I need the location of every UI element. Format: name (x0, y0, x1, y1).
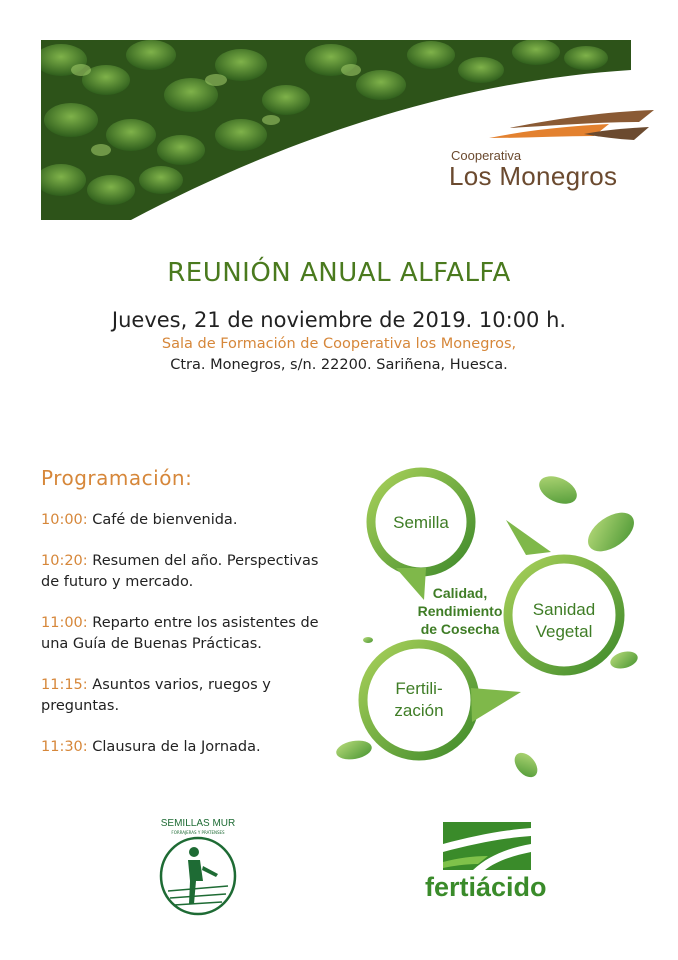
program-time: 11:00: (41, 615, 88, 631)
fertilizacion-label-2: zación (394, 701, 444, 720)
leaf-icon (608, 649, 639, 672)
sanidad-label-1: Sanidad (532, 600, 596, 619)
program-list (41, 510, 341, 778)
logo-big-text: Los Monegros (449, 161, 618, 191)
program-text: Reparto entre los asistentes de una Guía de Buenas Prácticas. (41, 615, 319, 652)
farmer-emblem-icon (148, 836, 248, 916)
quality-diagram (326, 460, 646, 790)
event-title: REUNIÓN ANUAL ALFALFA (167, 258, 511, 288)
program-time: 11:30: (41, 739, 88, 755)
fertilizacion-circle (363, 644, 521, 756)
leaf-icon (363, 637, 373, 643)
fertiacido-name: fertiácido (425, 872, 547, 902)
sanidad-label-2: Vegetal (535, 622, 593, 641)
semillas-mur-logo (148, 818, 248, 918)
program-text: Café de bienvenida. (87, 512, 238, 528)
logo-stripes-icon (489, 108, 659, 148)
leaf-icon (581, 505, 641, 559)
center-label-1: Calidad, (432, 585, 488, 601)
program-text: Resumen del año. Perspectivas de futuro y mercado. (41, 553, 319, 590)
event-address: Ctra. Monegros, s/n. 22200. Sariñena, Huesca. (170, 357, 508, 373)
fertiacido-logo (425, 822, 555, 912)
leaf-icon (510, 748, 542, 781)
program-text: Clausura de la Jornada. (87, 739, 261, 755)
event-place: Sala de Formación de Cooperativa los Monegros, (161, 336, 517, 352)
program-item (41, 510, 341, 531)
logo-small-text: Cooperativa (451, 148, 522, 163)
program-text: Asuntos varios, ruegos y preguntas. (41, 677, 271, 714)
leaf-icon (335, 738, 374, 762)
fertiacido-field-icon (443, 822, 531, 870)
los-monegros-logo (449, 108, 659, 190)
program-item (41, 551, 341, 593)
program-time: 11:15: (41, 677, 88, 693)
semilla-circle (371, 472, 471, 600)
center-label-2: Rendimiento (417, 603, 503, 619)
fertilizacion-label-1: Fertili- (395, 679, 443, 698)
event-date: Jueves, 21 de noviembre de 2019. 10:00 h. (111, 308, 567, 332)
program-item (41, 737, 341, 758)
program-time: 10:00: (41, 512, 88, 528)
leaf-icon (535, 471, 581, 510)
program-item (41, 675, 341, 717)
program-heading: Programación: (41, 466, 193, 490)
program-item (41, 613, 341, 655)
semilla-label: Semilla (393, 513, 449, 532)
program-time: 10:20: (41, 553, 88, 569)
center-label-3: de Cosecha (420, 621, 500, 637)
semillas-mur-subtitle: FORRAJERAS Y PRATENSES (171, 830, 225, 835)
semillas-mur-name: SEMILLAS MUR (160, 818, 236, 829)
